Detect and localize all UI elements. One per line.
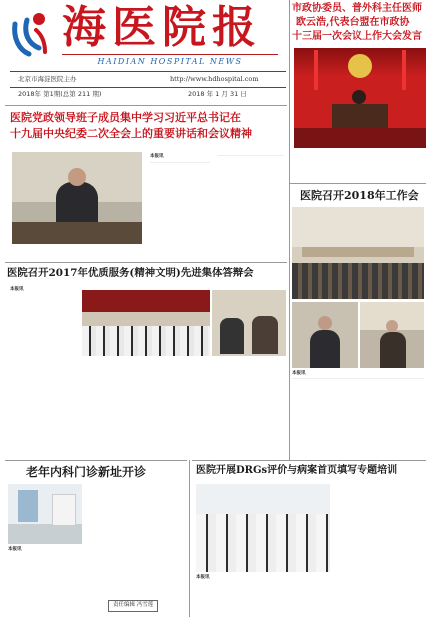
drgs-headline: 医院开展DRGs评价与病案首页填写专题培训 <box>196 465 398 476</box>
service-body-right <box>212 360 286 455</box>
lead-headline-1: 医院党政领导班子成员集中学习习近平总书记在 <box>10 111 241 124</box>
cppcc-headline-2: 欧云浩,代表台盟在市政协 <box>296 17 410 28</box>
divider-service-top <box>5 262 287 263</box>
cppcc-caption-placeholder <box>294 150 426 178</box>
column-separator-right <box>289 0 290 460</box>
website-text: http://www.hdhospital.com <box>170 75 259 83</box>
work-body <box>292 378 424 463</box>
drgs-body-right <box>334 484 424 612</box>
masthead-rule-2 <box>10 71 286 72</box>
lead-headline-2: 十九届中央纪委二次全会上的重要讲话和会议精神 <box>10 127 252 140</box>
work-photo-presenter <box>360 302 424 368</box>
work-photo-speaker <box>292 302 358 368</box>
drgs-byline: 本报讯 <box>196 575 210 580</box>
masthead <box>0 0 290 100</box>
editor-credit: 责任编辑 冯雪莲 <box>108 600 158 612</box>
cppcc-headline-1: 市政协委员、普外科主任医师 <box>292 3 422 14</box>
sponsor-text: 北京市海淀医院主办 <box>18 75 77 83</box>
cppcc-headline-3: 十三届一次会议上作大会发言 <box>292 31 422 42</box>
drgs-body-left <box>196 582 330 612</box>
lead-photo-speaker <box>12 152 142 244</box>
column-separator-bottom <box>189 460 190 617</box>
clinic-byline: 本报讯 <box>8 547 22 552</box>
divider-lead-top <box>5 105 287 106</box>
work-headline: 医院召开2018年工作会 <box>300 189 419 202</box>
clinic-photo-corridor <box>8 484 82 544</box>
lead-byline: 本报讯 <box>150 154 164 159</box>
service-photo-group <box>82 290 210 356</box>
service-byline: 本报讯 <box>10 287 24 292</box>
divider-drgs-top <box>192 460 426 461</box>
service-headline: 医院召开2017年优质服务(精神文明)先进集体答辩会 <box>7 267 254 279</box>
service-photo-panel <box>212 290 286 356</box>
clinic-body-left <box>8 554 82 612</box>
issue-text: 2018年 第1期(总第 211 期) <box>18 90 102 98</box>
hospital-logo-icon <box>9 10 49 58</box>
clinic-headline: 老年内科门诊新址开诊 <box>26 465 147 479</box>
clinic-body-right <box>86 484 184 592</box>
masthead-rule-3 <box>10 87 286 88</box>
cppcc-podium-photo <box>294 48 426 148</box>
service-body-left <box>10 295 76 455</box>
lead-body-column-2 <box>218 155 284 245</box>
masthead-english: HAIDIAN HOSPITAL NEWS <box>97 57 243 66</box>
drgs-photo-classroom <box>196 484 330 572</box>
masthead-rule <box>62 54 278 55</box>
divider-work-top <box>290 183 426 184</box>
story-cppcc <box>290 0 430 180</box>
work-photo-audience <box>292 207 424 299</box>
work-byline: 本报讯 <box>292 371 306 376</box>
masthead-title: 海医院报 <box>62 2 262 53</box>
service-body-middle <box>82 360 210 455</box>
divider-clinic-top <box>5 460 187 461</box>
lead-body-column-1 <box>150 162 210 245</box>
date-text: 2018 年 1 月 31 日 <box>188 90 247 98</box>
